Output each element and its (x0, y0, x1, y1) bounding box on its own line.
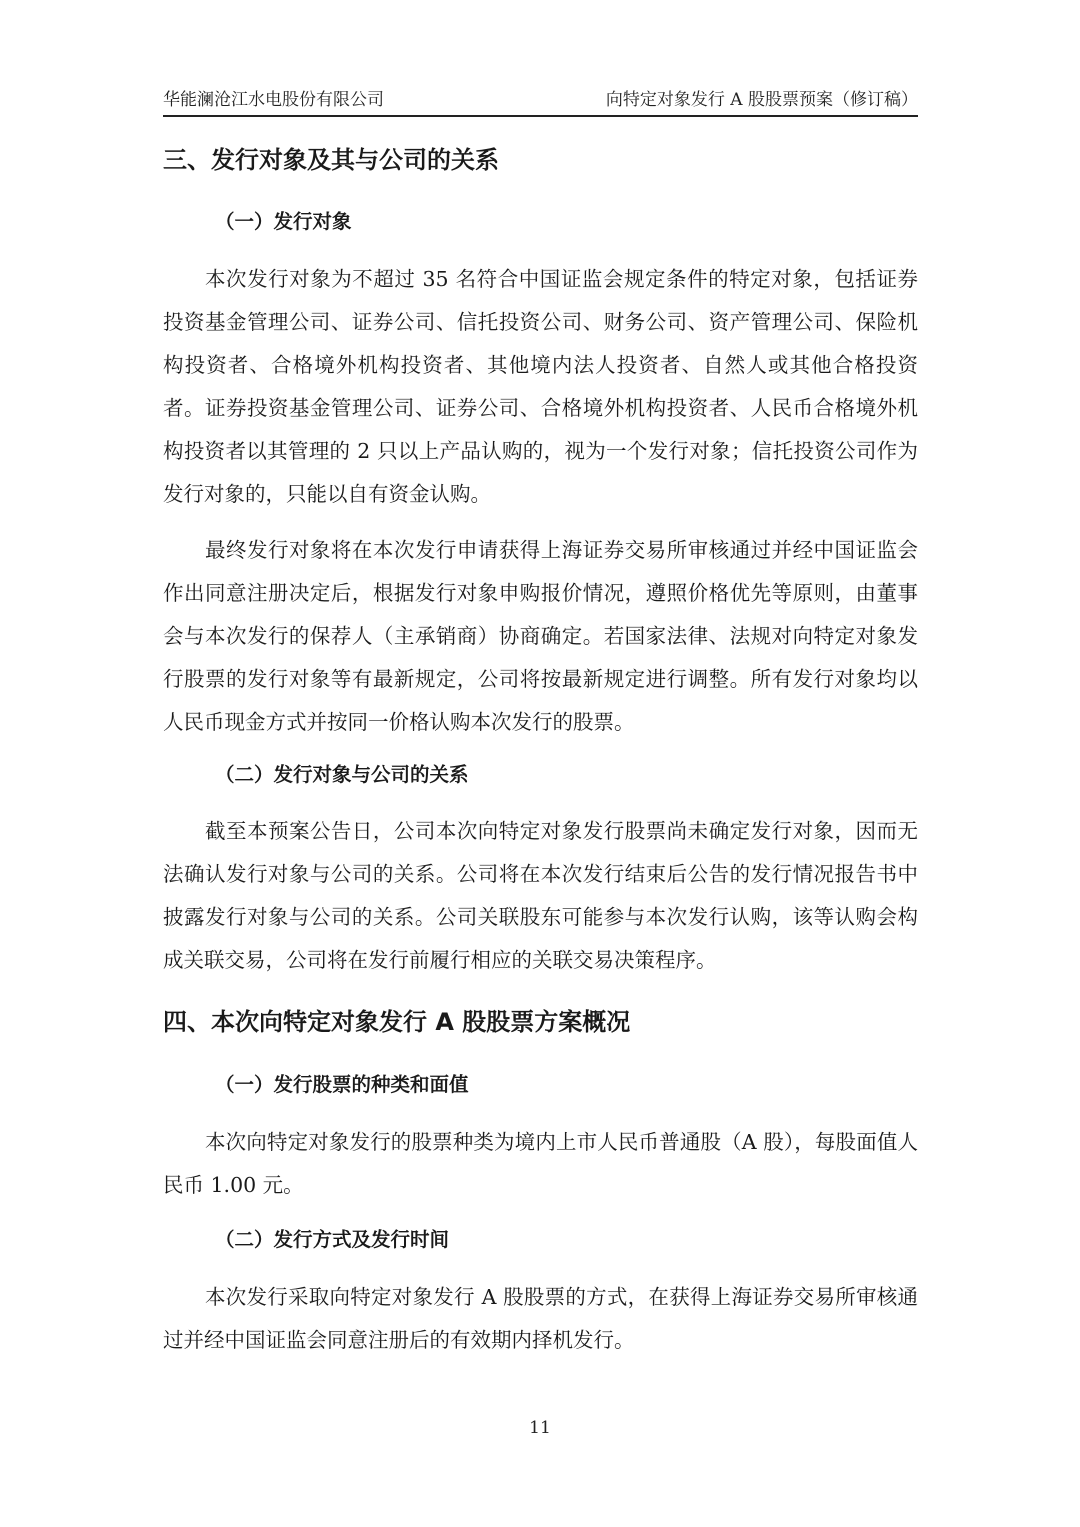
paragraph-4-1-1: 本次向特定对象发行的股票种类为境内上市人民币普通股（A 股），每股面值人民币 1.00 元。 (163, 1130, 918, 1197)
header-divider (163, 115, 918, 117)
paragraph-4-2-1: 本次发行采取向特定对象发行 A 股股票的方式，在获得上海证券交易所审核通过并经中国证监会同意注册后的有效期内择机发行。 (163, 1285, 918, 1352)
page-number: 11 (529, 1418, 551, 1438)
paragraph-3-2-1: 截至本预案公告日，公司本次向特定对象发行股票尚未确定发行对象，因而无法确认发行对象与公司的关系。公司将在本次发行结束后公告的发行情况报告书中披露发行对象与公司的关系。公司关联股东可能参与本次发行认购，该等认购会构成关联交易，公司将在发行前履行相应的关联交易决策程序。 (163, 819, 918, 972)
header-company-name: 华能澜沧江水电股份有限公司 (163, 90, 384, 110)
section-heading-4: 四、本次向特定对象发行 A 股股票方案概况 (163, 1008, 631, 1036)
page-header (163, 86, 918, 114)
paragraph-3-1-1: 本次发行对象为不超过 35 名符合中国证监会规定条件的特定对象，包括证券投资基金管理公司、证券公司、信托投资公司、财务公司、资产管理公司、保险机构投资者、合格境外机构投资者、其他境内法人投资者、自然人或其他合格投资者。证券投资基金管理公司、证券公司、合格境外机构投资者、人民币合格境外机构投资者以其管理的 2 只以上产品认购的，视为一个发行对象；信托投资公司作为发行对象的，只能以自有资金认购。 (163, 267, 918, 506)
header-document-title: 向特定对象发行 A 股股票预案（修订稿） (605, 90, 918, 110)
subsection-heading-4-2: （二）发行方式及发行时间 (215, 1228, 450, 1251)
subsection-heading-4-1: （一）发行股票的种类和面值 (215, 1073, 469, 1096)
section-heading-3: 三、发行对象及其与公司的关系 (163, 146, 499, 174)
subsection-heading-3-2: （二）发行对象与公司的关系 (215, 763, 469, 786)
subsection-heading-3-1: （一）发行对象 (215, 210, 352, 233)
paragraph-3-1-2: 最终发行对象将在本次发行申请获得上海证券交易所审核通过并经中国证监会作出同意注册决定后，根据发行对象申购报价情况，遵照价格优先等原则，由董事会与本次发行的保荐人（主承销商）协商确定。若国家法律、法规对向特定对象发行股票的发行对象等有最新规定，公司将按最新规定进行调整。所有发行对象均以人民币现金方式并按同一价格认购本次发行的股票。 (163, 538, 918, 734)
